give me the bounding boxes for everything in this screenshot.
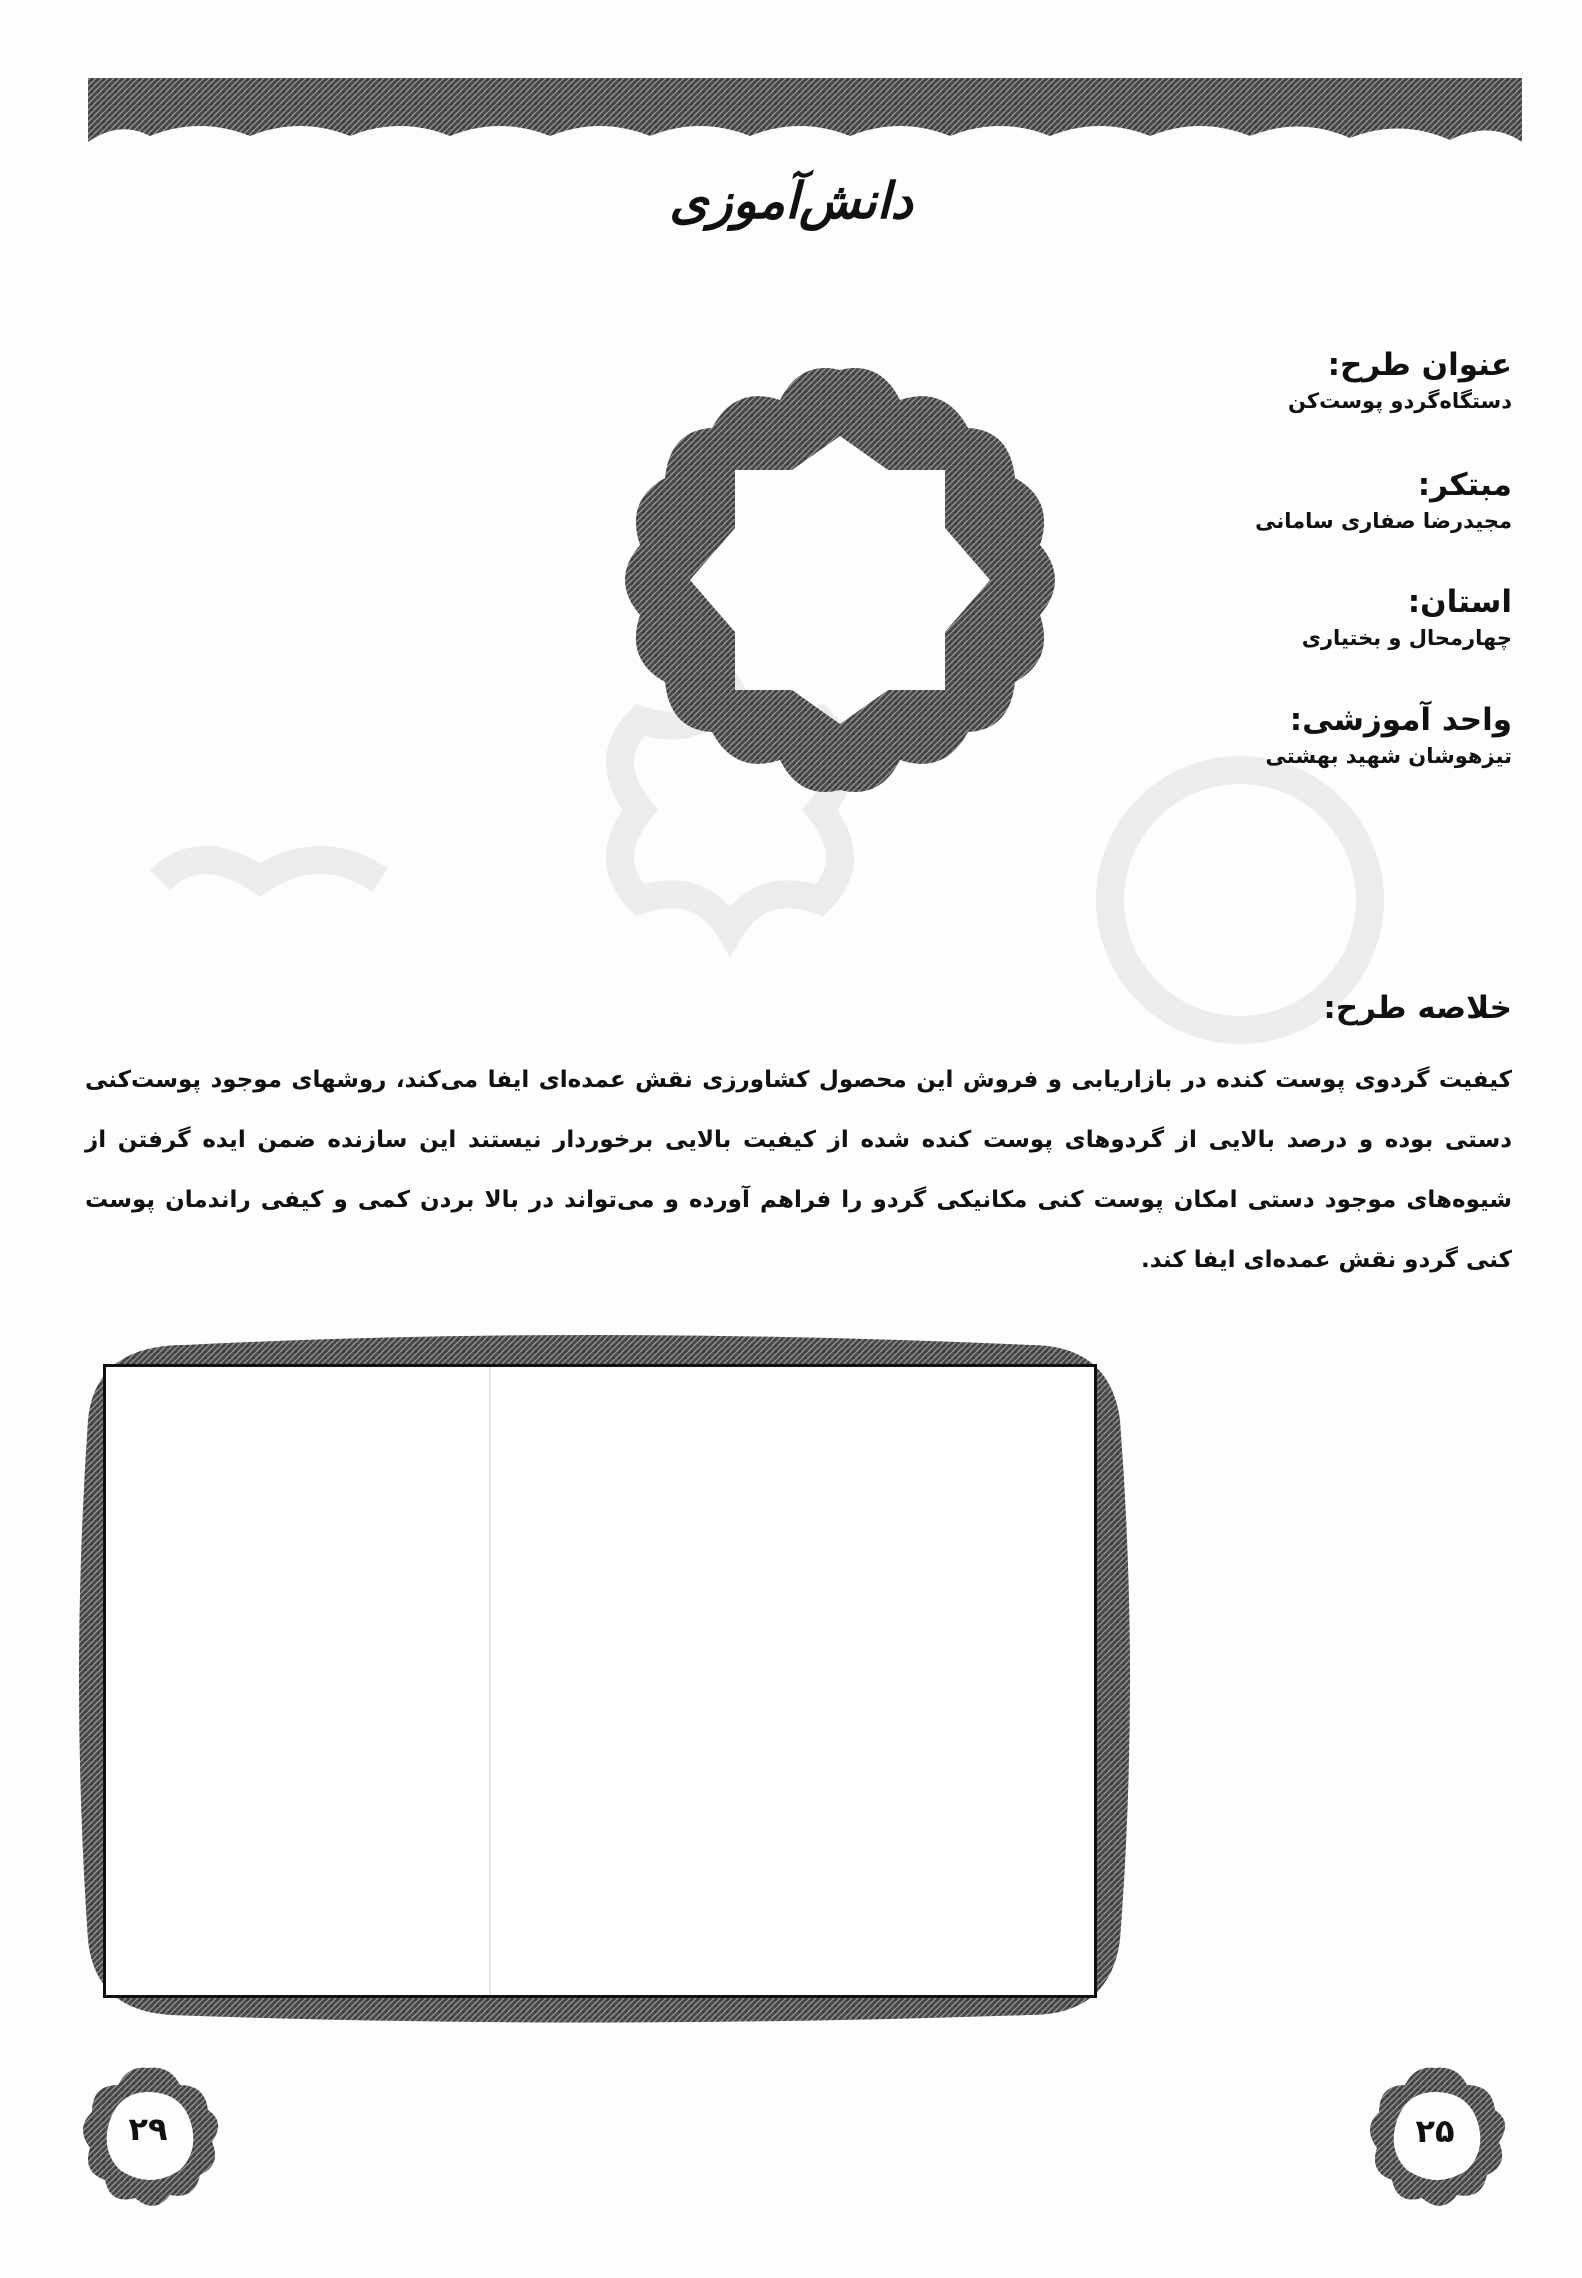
photo-placeholder	[103, 1364, 1097, 1998]
page-number-right: ۲۵	[1415, 2112, 1455, 2150]
field-school-value: تیزهوشان شهید بهشتی	[1265, 744, 1512, 768]
page-number-left: ۲۹	[128, 2110, 168, 2148]
page-title: دانش‌آموزی	[669, 172, 913, 230]
field-province-value: چهارمحال و بختیاری	[1301, 626, 1512, 650]
field-province	[992, 582, 1512, 654]
summary-label: خلاصه طرح:	[1323, 990, 1512, 1026]
field-project-title	[992, 345, 1512, 417]
field-project-title-value: دستگاه‌گردو پوست‌کن	[1288, 389, 1512, 413]
field-school	[992, 700, 1512, 772]
photo-fold-line	[489, 1367, 491, 1995]
field-school-label: واحد آموزشی:	[1289, 702, 1512, 738]
summary-text: کیفیت گردوی پوست کنده در بازاریابی و فروش این محصول کشاورزی نقش عمده‌ای ایفا می‌کند، روشهای موجود پوست‌کنی دستی بوده و درصد بالایی از گردوهای پوست کنده شده از کیفیت بالایی برخوردار نیستند این سازنده ضمن ایده گرفتن از شیوه‌های موجود دستی امکان پوست کنی مکانیکی گردو را فراهم آورده و می‌تواند در بالا بردن کمی و کیفی راندمان پوست کنی گردو نقش عمده‌ای ایفا کند.	[85, 1067, 1512, 1273]
top-banner	[88, 78, 1522, 142]
field-inventor	[992, 465, 1512, 537]
field-project-title-label: عنوان طرح:	[1327, 347, 1512, 383]
field-inventor-label: مبتکر:	[1417, 467, 1512, 503]
field-province-label: استان:	[1407, 584, 1512, 620]
field-inventor-value: مجیدرضا صفاری سامانی	[1255, 509, 1512, 533]
